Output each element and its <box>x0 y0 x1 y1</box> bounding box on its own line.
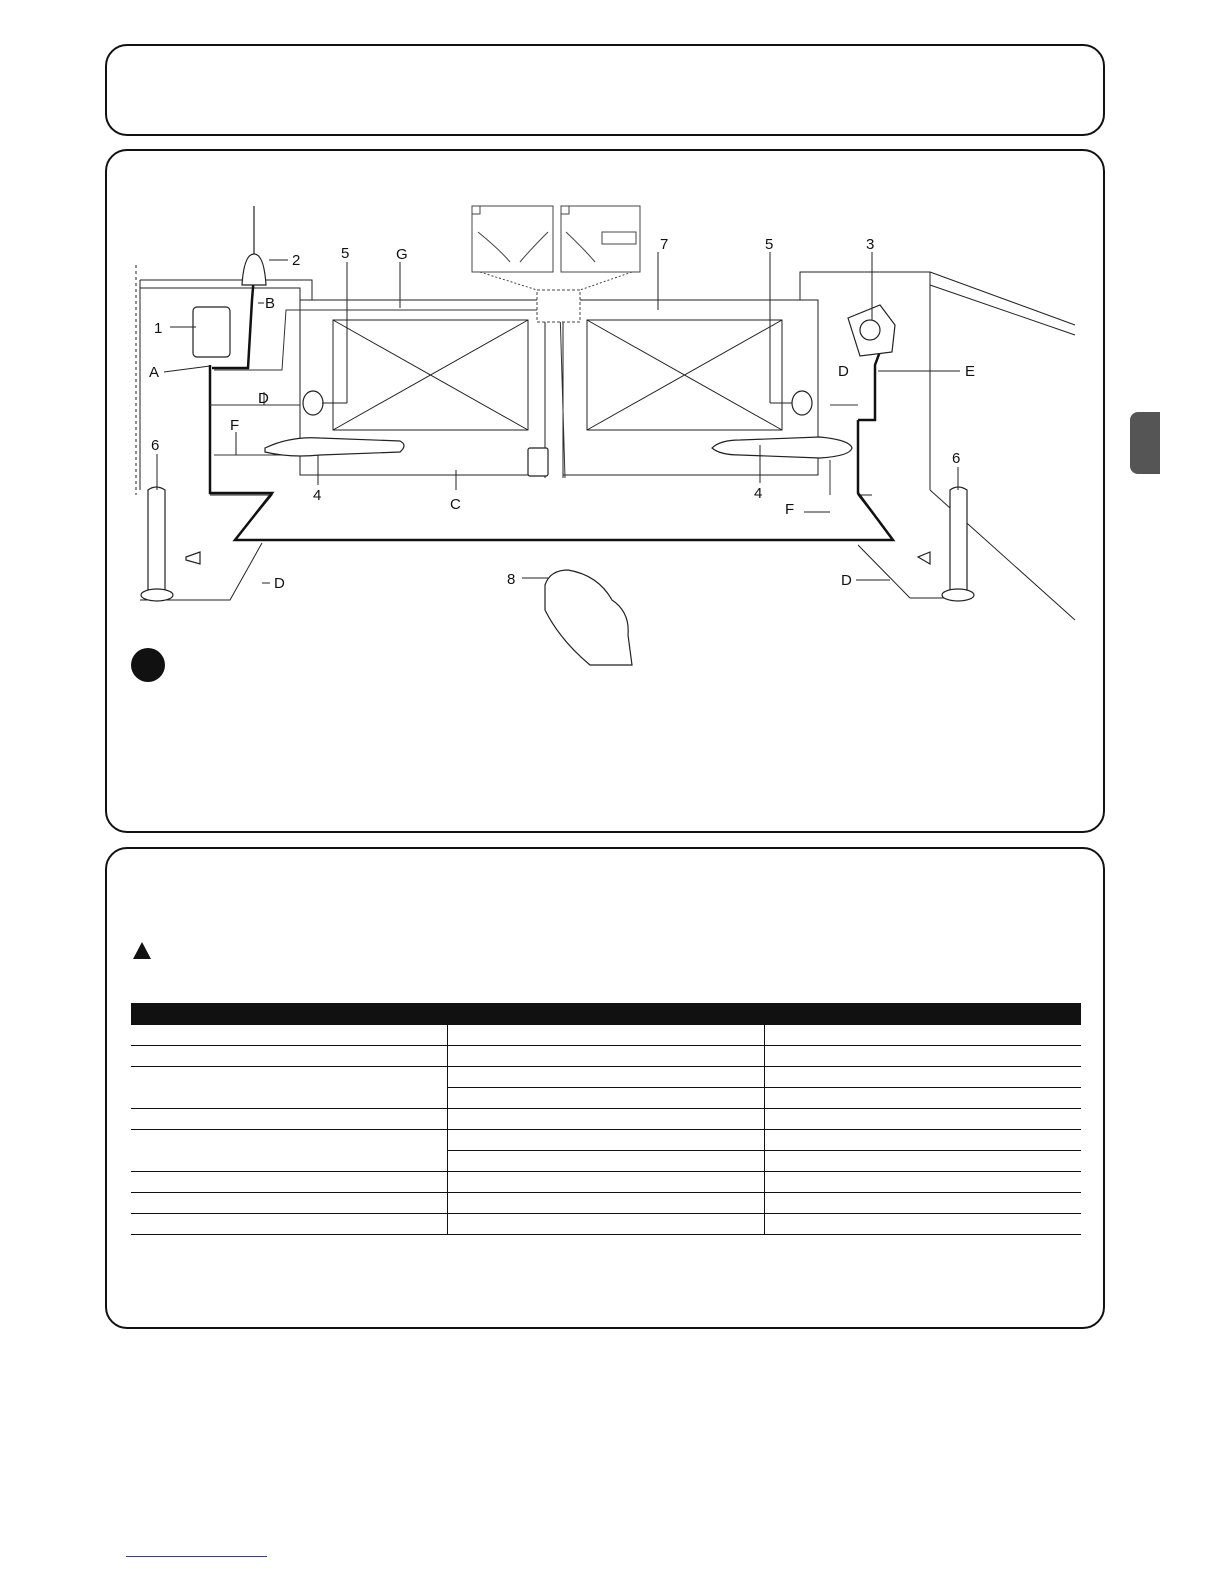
hand-with-transmitter <box>545 570 632 665</box>
label-f-right: F <box>785 501 795 518</box>
table-cell <box>131 1172 448 1193</box>
left-pillar <box>140 280 312 300</box>
label-7: 7 <box>660 236 669 253</box>
table-cell <box>764 1109 1081 1130</box>
table-cell <box>448 1067 765 1088</box>
photocell-left <box>303 391 323 415</box>
photocell-post-right <box>950 487 967 593</box>
label-b: B <box>265 295 276 312</box>
label-a: A <box>149 364 160 381</box>
label-4-left: 4 <box>313 487 322 504</box>
table-header-cell <box>764 1003 1081 1025</box>
control-unit-box <box>193 307 230 357</box>
table-cell <box>764 1151 1081 1172</box>
label-6-right: 6 <box>952 450 961 467</box>
ground-arrow-right <box>918 552 930 564</box>
table-header-row <box>131 1003 1081 1025</box>
table-cell <box>131 1214 448 1235</box>
table-row <box>131 1151 1081 1172</box>
table-row <box>131 1130 1081 1151</box>
label-2: 2 <box>292 252 301 269</box>
label-d-left: D <box>258 390 269 407</box>
table-cell <box>448 1214 765 1235</box>
gearmotor-right-body <box>712 437 852 458</box>
table-cell <box>131 1088 448 1109</box>
label-d-right: D <box>838 363 849 380</box>
table-cell <box>764 1067 1081 1088</box>
label-5-left: 5 <box>341 245 350 262</box>
label-1: 1 <box>154 320 163 337</box>
table-cell <box>448 1109 765 1130</box>
label-8: 8 <box>507 571 516 588</box>
table-cell <box>448 1130 765 1151</box>
table-cell <box>448 1172 765 1193</box>
gearmotor-left-body <box>265 438 404 456</box>
photocell-post-left <box>148 487 165 593</box>
photocell-right <box>792 391 812 415</box>
label-5-right: 5 <box>765 236 774 253</box>
flashing-light <box>242 254 266 285</box>
warning-icon <box>133 942 151 959</box>
label-c: C <box>450 496 461 513</box>
table-cell <box>764 1214 1081 1235</box>
table-row <box>131 1172 1081 1193</box>
label-4-right: 4 <box>754 485 763 502</box>
table-cell <box>131 1109 448 1130</box>
table-header-cell <box>448 1003 765 1025</box>
electric-lock <box>528 448 548 476</box>
label-d-bottom-left: D <box>274 575 285 592</box>
label-e: E <box>965 363 976 380</box>
cable-table <box>131 1003 1081 1235</box>
label-g: G <box>396 246 408 263</box>
table-cell <box>131 1046 448 1067</box>
table-cell <box>448 1046 765 1067</box>
table-cell <box>764 1193 1081 1214</box>
label-d-bottom-right: D <box>841 572 852 589</box>
table-cell <box>131 1130 448 1151</box>
table-row <box>131 1046 1081 1067</box>
label-f-left: F <box>230 417 240 434</box>
table-cell <box>764 1046 1081 1067</box>
table-header-cell <box>131 1003 448 1025</box>
table-row <box>131 1109 1081 1130</box>
table-cell <box>448 1151 765 1172</box>
key-selector-knob <box>860 320 880 340</box>
table-cell <box>131 1193 448 1214</box>
note-bullet-icon <box>131 648 165 682</box>
table-cell <box>131 1067 448 1088</box>
table-cell <box>131 1151 448 1172</box>
table-cell <box>764 1088 1081 1109</box>
table-cell <box>131 1025 448 1046</box>
table-cell <box>764 1130 1081 1151</box>
label-6-left: 6 <box>151 437 160 454</box>
table-row <box>131 1193 1081 1214</box>
table-row <box>131 1025 1081 1046</box>
label-3: 3 <box>866 236 875 253</box>
table-cell <box>764 1172 1081 1193</box>
table-cell <box>448 1088 765 1109</box>
table-row <box>131 1214 1081 1235</box>
ground-arrow-left <box>186 552 200 564</box>
table-row <box>131 1088 1081 1109</box>
table-row <box>131 1067 1081 1088</box>
footer-link-underline[interactable] <box>126 1556 267 1557</box>
table-cell <box>764 1025 1081 1046</box>
table-cell <box>448 1025 765 1046</box>
table-cell <box>448 1193 765 1214</box>
